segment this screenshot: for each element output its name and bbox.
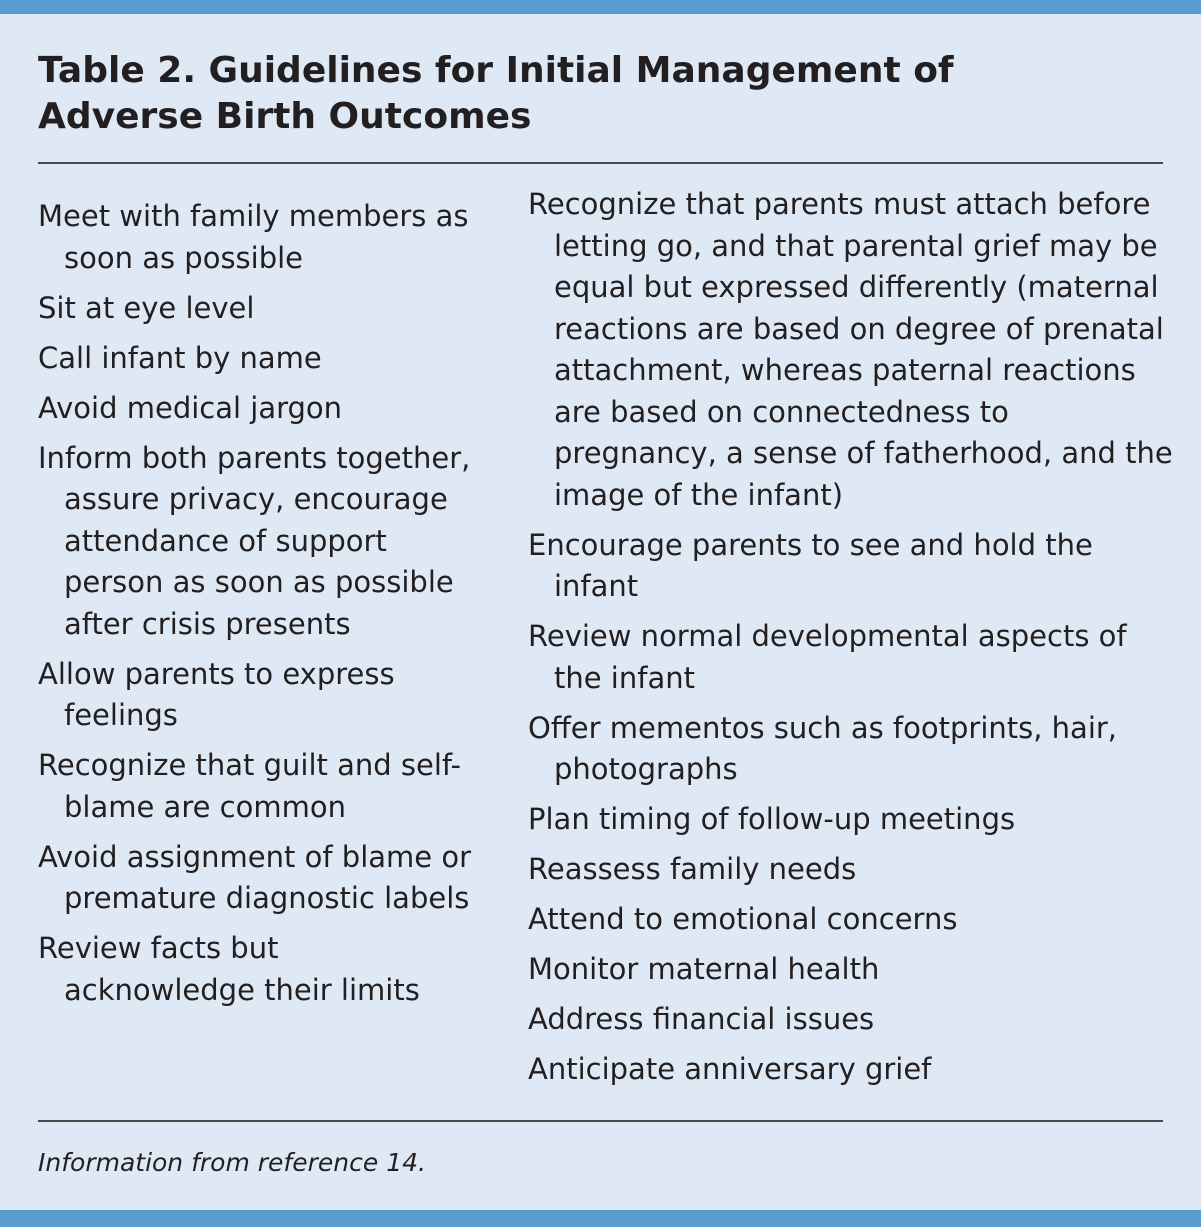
list-item: Avoid medical jargon	[38, 390, 343, 425]
list-item: Recognize that parents must attach before letting go, and that parental grief may be equal but expressed differently (maternal reactions are based on degree of prenatal attachment, whereas paternal reactions are based on connectedness to pregnancy, a sense of fatherhood, and the image of the infant)	[528, 187, 1173, 512]
list-item: Anticipate anniversary grief	[528, 1052, 932, 1086]
list-item: Offer mementos such as footprints, hair, photographs	[528, 710, 1118, 786]
list-item: Reassess family needs	[528, 852, 857, 886]
left-guidelines-list	[38, 196, 478, 1020]
list-item: Sit at eye level	[38, 290, 255, 325]
list-item: Call infant by name	[38, 340, 322, 375]
list-item: Address financial issues	[528, 1002, 875, 1036]
list-item: Recognize that guilt and self-blame are common	[38, 748, 461, 824]
list-item: Inform both parents together, assure privacy, encourage attendance of support person as soon as possible after crisis presents	[38, 440, 471, 641]
title-divider	[38, 162, 1163, 164]
bottom-accent-bar	[0, 1210, 1201, 1227]
list-item: Review normal developmental aspects of the infant	[528, 619, 1127, 695]
top-accent-bar	[0, 0, 1201, 14]
right-guidelines-list	[528, 184, 1178, 1099]
list-item: Monitor maternal health	[528, 952, 880, 986]
list-item: Plan timing of follow-up meetings	[528, 802, 1016, 836]
list-item: Attend to emotional concerns	[528, 902, 958, 936]
list-item: Avoid assignment of blame or premature diagnostic labels	[38, 839, 472, 915]
footer-divider	[38, 1120, 1163, 1122]
source-footnote: Information from reference 14.	[38, 1148, 426, 1177]
list-item: Allow parents to express feelings	[38, 656, 395, 732]
list-item: Encourage parents to see and hold the infant	[528, 527, 1093, 603]
table-title: Table 2. Guidelines for Initial Management of Adverse Birth Outcomes	[38, 50, 954, 137]
list-item: Meet with family members as soon as possible	[38, 199, 469, 275]
list-item: Review facts but acknowledge their limits	[38, 931, 420, 1007]
